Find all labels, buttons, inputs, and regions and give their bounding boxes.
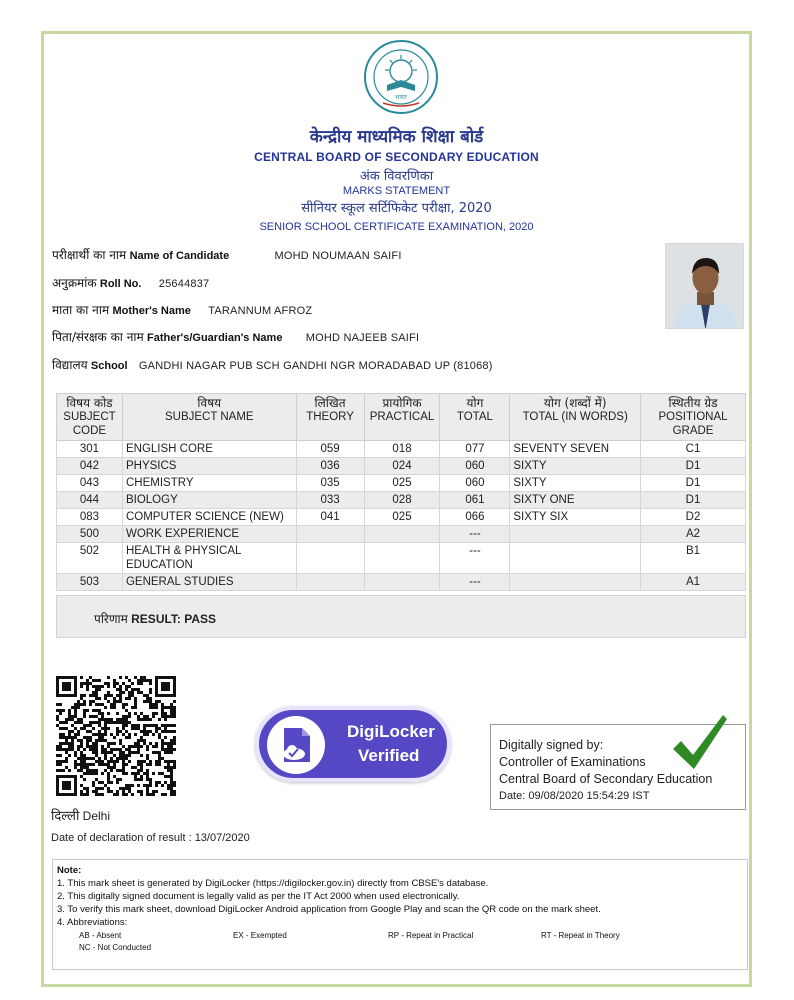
subject-code: 083 <box>57 509 123 526</box>
result-label-hindi: परिणाम <box>94 612 128 626</box>
signer-organisation: Central Board of Secondary Education <box>499 772 713 786</box>
table-row <box>57 574 746 591</box>
total-marks: --- <box>440 526 510 543</box>
table-row <box>57 543 746 574</box>
table-row <box>57 475 746 492</box>
total-marks: --- <box>440 574 510 591</box>
abbreviation: EX - Exempted <box>233 931 287 940</box>
total-words: SIXTY ONE <box>510 492 641 509</box>
subject-code: 043 <box>57 475 123 492</box>
mother-name-value: TARANNUM AFROZ <box>208 305 313 317</box>
total-words <box>510 526 641 543</box>
digilocker-document-icon <box>267 716 325 774</box>
candidate-name-row <box>52 246 402 263</box>
abbreviation: NC - Not Conducted <box>79 943 152 952</box>
notes-title: Note: <box>57 865 82 876</box>
total-marks: 060 <box>440 458 510 475</box>
header-positional-grade: स्थितीय ग्रेड POSITIONAL GRADE <box>641 394 746 441</box>
board-title-hindi: केन्द्रीय माध्यमिक शिक्षा बोर्ड <box>309 127 484 147</box>
header-total: योग TOTAL <box>440 394 510 441</box>
total-marks: --- <box>440 543 510 574</box>
digilocker-label: DigiLocker <box>347 722 435 741</box>
subject-name: WORK EXPERIENCE <box>122 526 296 543</box>
svg-text:भारत: भारत <box>395 94 407 101</box>
roll-number-value: 25644837 <box>158 278 210 290</box>
mother-label: Mother's Name <box>112 305 191 317</box>
practical-marks <box>364 574 440 591</box>
signature-date: Date: 09/08/2020 15:54:29 IST <box>499 790 650 802</box>
header-subject-name: विषय SUBJECT NAME <box>122 394 296 441</box>
subject-code: 042 <box>57 458 123 475</box>
verified-label: Verified <box>358 746 420 765</box>
father-name-row <box>52 328 419 345</box>
mother-label-hindi: माता का नाम <box>52 303 110 317</box>
school-label: School <box>90 360 128 372</box>
positional-grade: B1 <box>641 543 746 574</box>
practical-marks <box>364 526 440 543</box>
digital-signature-box <box>490 724 746 810</box>
subject-code: 503 <box>57 574 123 591</box>
statement-title-hindi: अंक विवरणिका <box>359 169 434 184</box>
positional-grade: C1 <box>641 441 746 458</box>
notes-box <box>52 859 748 970</box>
subject-name: GENERAL STUDIES <box>122 574 296 591</box>
exam-title: SENIOR SCHOOL CERTIFICATE EXAMINATION, 2020 <box>259 221 534 233</box>
note-item: 2. This digitally signed document is legally valid as per the IT Act 2000 when used electronically. <box>57 891 460 902</box>
result-bar <box>56 595 746 638</box>
header-theory: लिखित THEORY <box>296 394 364 441</box>
school-label-hindi: विद्यालय <box>52 358 88 372</box>
header-practical: प्रायोगिक PRACTICAL <box>364 394 440 441</box>
roll-number-row <box>52 274 209 291</box>
theory-marks: 036 <box>296 458 364 475</box>
place <box>51 806 110 824</box>
note-item: 3. To verify this mark sheet, download DigiLocker Android application from Google Play and scan the QR code on the mark sheet. <box>57 904 601 915</box>
cbse-emblem-icon <box>363 39 439 115</box>
declaration-date: Date of declaration of result : 13/07/2020 <box>51 832 250 844</box>
roll-label-hindi: अनुक्रमांक <box>52 276 97 290</box>
note-item: 1. This mark sheet is generated by DigiLocker (https://digilocker.gov.in) directly from CBSE's database. <box>57 878 489 889</box>
subject-name: BIOLOGY <box>122 492 296 509</box>
place-hindi: दिल्ली <box>51 809 80 824</box>
checkmark-icon <box>669 711 729 775</box>
table-header-row <box>57 394 746 441</box>
abbreviation: RT - Repeat in Theory <box>541 931 620 940</box>
positional-grade: D1 <box>641 458 746 475</box>
theory-marks: 035 <box>296 475 364 492</box>
table-row <box>57 526 746 543</box>
candidate-name-label-hindi: परीक्षार्थी का नाम <box>52 248 127 262</box>
theory-marks <box>296 574 364 591</box>
subject-name: PHYSICS <box>122 458 296 475</box>
father-label: Father's/Guardian's Name <box>147 332 283 344</box>
practical-marks: 025 <box>364 475 440 492</box>
abbreviations-list <box>57 929 743 955</box>
total-words <box>510 543 641 574</box>
total-marks: 060 <box>440 475 510 492</box>
header-total-words: योग (शब्दों में) TOTAL (IN WORDS) <box>510 394 641 441</box>
practical-marks: 024 <box>364 458 440 475</box>
subject-code: 502 <box>57 543 123 574</box>
practical-marks <box>364 543 440 574</box>
exam-title-hindi: सीनियर स्कूल सर्टिफिकेट परीक्षा, 2020 <box>301 201 492 216</box>
subject-name: COMPUTER SCIENCE (NEW) <box>122 509 296 526</box>
table-row <box>57 509 746 526</box>
theory-marks: 033 <box>296 492 364 509</box>
table-row <box>57 441 746 458</box>
total-words: SIXTY <box>510 475 641 492</box>
total-marks: 077 <box>440 441 510 458</box>
table-row <box>57 458 746 475</box>
candidate-photo <box>665 243 744 329</box>
subject-name: ENGLISH CORE <box>122 441 296 458</box>
signed-by-label: Digitally signed by: <box>499 738 604 752</box>
subject-code: 301 <box>57 441 123 458</box>
theory-marks: 059 <box>296 441 364 458</box>
subject-name: CHEMISTRY <box>122 475 296 492</box>
note-item: 4. Abbreviations: <box>57 917 128 928</box>
positional-grade: D1 <box>641 492 746 509</box>
practical-marks: 025 <box>364 509 440 526</box>
roll-label: Roll No. <box>99 278 142 290</box>
board-title: CENTRAL BOARD OF SECONDARY EDUCATION <box>254 150 539 164</box>
candidate-name-label: Name of Candidate <box>129 250 230 262</box>
theory-marks: 041 <box>296 509 364 526</box>
header-subject-code: विषय कोड SUBJECT CODE <box>57 394 123 441</box>
person-photo-icon <box>666 244 744 329</box>
father-name-value: MOHD NAJEEB SAIFI <box>305 332 420 344</box>
positional-grade: A1 <box>641 574 746 591</box>
subject-name: HEALTH & PHYSICAL EDUCATION <box>122 543 296 574</box>
signer-title: Controller of Examinations <box>499 755 646 769</box>
total-marks: 061 <box>440 492 510 509</box>
abbreviation: RP - Repeat in Practical <box>388 931 474 940</box>
theory-marks <box>296 526 364 543</box>
subject-code: 500 <box>57 526 123 543</box>
place-english: Delhi <box>82 809 111 823</box>
father-label-hindi: पिता/संरक्षक का नाम <box>52 330 144 344</box>
total-words: SEVENTY SEVEN <box>510 441 641 458</box>
result-status: RESULT: PASS <box>131 612 217 626</box>
positional-grade: D1 <box>641 475 746 492</box>
positional-grade: D2 <box>641 509 746 526</box>
theory-marks <box>296 543 364 574</box>
marks-table <box>56 393 746 591</box>
practical-marks: 028 <box>364 492 440 509</box>
total-words: SIXTY <box>510 458 641 475</box>
practical-marks: 018 <box>364 441 440 458</box>
school-value: GANDHI NAGAR PUB SCH GANDHI NGR MORADABAD UP (81068) <box>138 360 493 372</box>
total-words <box>510 574 641 591</box>
school-row <box>52 356 493 373</box>
candidate-name-value: MOHD NOUMAAN SAIFI <box>274 250 402 262</box>
marks-statement-sheet <box>41 31 752 987</box>
abbreviation: AB - Absent <box>79 931 122 940</box>
digilocker-verified-badge <box>255 706 451 782</box>
subject-code: 044 <box>57 492 123 509</box>
positional-grade: A2 <box>641 526 746 543</box>
mother-name-row <box>52 301 312 318</box>
total-marks: 066 <box>440 509 510 526</box>
total-words: SIXTY SIX <box>510 509 641 526</box>
statement-title: MARKS STATEMENT <box>342 185 451 197</box>
table-row <box>57 492 746 509</box>
qr-code-icon <box>56 676 176 796</box>
